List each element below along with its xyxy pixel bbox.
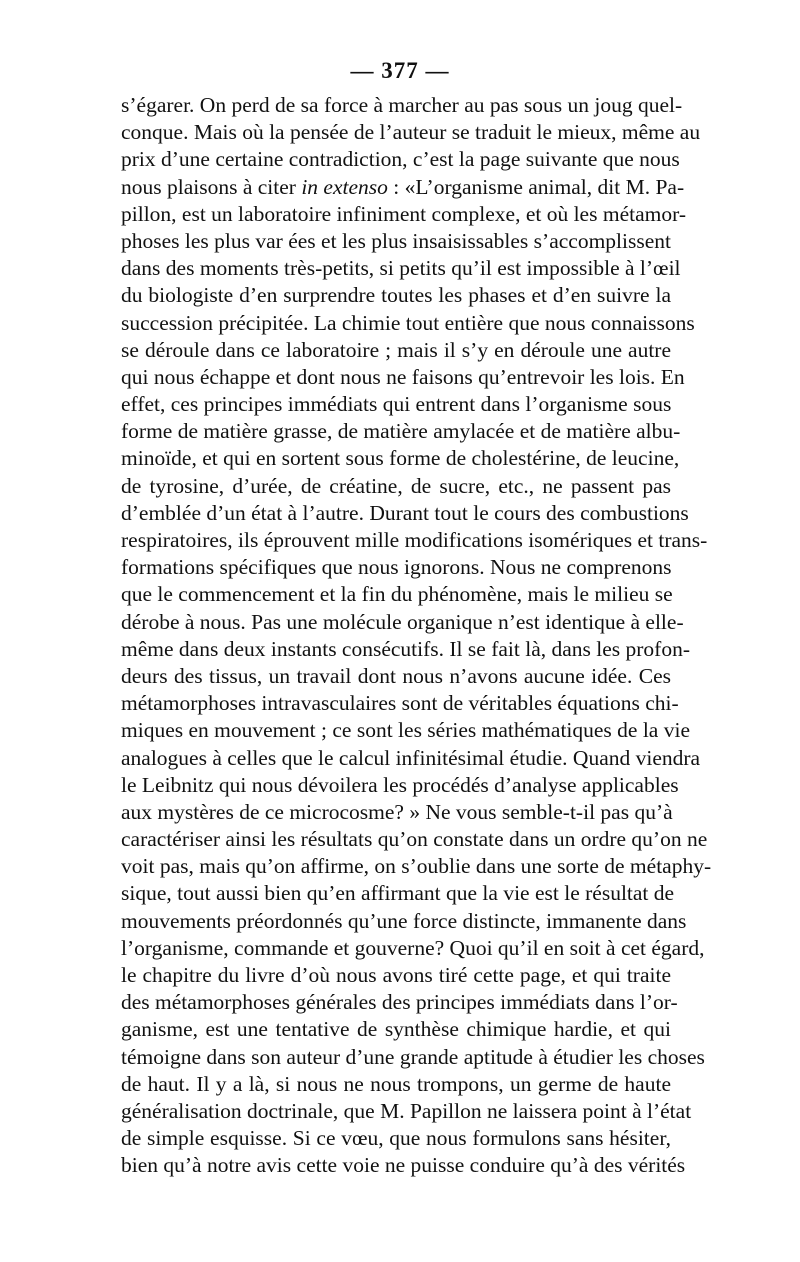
text-line: mouvements préordonnés qu’une force distincte, immanente dans — [121, 908, 687, 933]
text-line: voit pas, mais qu’on affirme, on s’oublie dans une sorte de métaphy- — [121, 854, 712, 879]
text-line: que le commencement et la fin du phénomène, mais le milieu se — [121, 582, 673, 607]
text-line: analogues à celles que le calcul infinitésimal étudie. Quand viendra — [121, 745, 701, 770]
text-line: le Leibnitz qui nous dévoilera les procédés d’analyse applicables — [121, 772, 679, 797]
text-line: même dans deux instants consécutifs. Il se fait là, dans les profon- — [121, 636, 691, 661]
text-line: de tyrosine, d’urée, de créatine, de sucre, etc., ne passent pas — [121, 473, 671, 498]
text-line: généralisation doctrinale, que M. Papillon ne laissera point à l’état — [121, 1098, 692, 1123]
text-line: bien qu’à notre avis cette voie ne puisse conduire qu’à des vérités — [121, 1153, 686, 1178]
text-line: dérobe à nous. Pas une molécule organique n’est identique à elle- — [121, 609, 684, 634]
text-line: conque. Mais où la pensée de l’auteur se traduit le mieux, même au — [121, 120, 701, 145]
text-line: d’emblée d’un état à l’autre. Durant tout le cours des combustions — [121, 500, 689, 525]
italic-phrase: in extenso — [301, 174, 388, 199]
text-line: du biologiste d’en surprendre toutes les phases et d’en suivre la — [121, 283, 671, 308]
text-line: phoses les plus var ées et les plus insaisissables s’accomplissent — [121, 228, 671, 253]
text-line: nous plaisons à citer in extenso : «L’organisme animal, dit M. Pa- — [121, 174, 685, 199]
text-line: miques en mouvement ; ce sont les séries mathématiques de la vie — [121, 718, 690, 743]
text-line: qui nous échappe et dont nous ne faisons qu’entrevoir les lois. En — [121, 364, 685, 389]
text-line: minoïde, et qui en sortent sous forme de cholestérine, de leucine, — [121, 446, 680, 471]
text-line: le chapitre du livre d’où nous avons tiré cette page, et qui traite — [121, 963, 671, 987]
text-line: aux mystères de ce microcosme? » Ne vous semble-t-il pas qu’à — [121, 799, 673, 824]
text-line: sique, tout aussi bien qu’en affirmant que la vie est le résultat de — [121, 881, 675, 906]
text-line: des métamorphoses générales des principes immédiats dans l’or- — [121, 990, 678, 1015]
text-line: respiratoires, ils éprouvent mille modifications isomériques et trans- — [121, 528, 708, 552]
text-line: dans des moments très-petits, si petits qu’il est impossible à l’œil — [121, 256, 681, 281]
text-line: deurs des tissus, un travail dont nous n’avons aucune idée. Ces — [121, 663, 671, 688]
text-line: pillon, est un laboratoire infiniment complexe, et où les métamor- — [121, 201, 686, 226]
text-line: forme de matière grasse, de matière amylacée et de matière albu- — [121, 419, 681, 444]
text-line: s’égarer. On perd de sa force à marcher au pas sous un joug quel- — [121, 93, 683, 117]
text-line: se déroule dans ce laboratoire ; mais il s’y en déroule une autre — [121, 337, 671, 362]
text-line: l’organisme, commande et gouverne? Quoi qu’il en soit à cet égard, — [121, 935, 705, 960]
page-number: — 377 — — [350, 58, 450, 83]
text-line: métamorphoses intravasculaires sont de véritables équations chi- — [121, 691, 679, 716]
text-line: effet, ces principes immédiats qui entrent dans l’organisme sous — [121, 392, 672, 417]
text-line: de haut. Il y a là, si nous ne nous trompons, un germe de haute — [121, 1071, 671, 1096]
text-line: succession précipitée. La chimie tout entière que nous connaissons — [121, 310, 695, 335]
text-line: témoigne dans son auteur d’une grande aptitude à étudier les choses — [121, 1044, 705, 1069]
text-line: prix d’une certaine contradiction, c’est la page suivante que nous — [121, 147, 680, 172]
text-line: caractériser ainsi les résultats qu’on constate dans un ordre qu’on ne — [121, 827, 708, 852]
text-line: formations spécifiques que nous ignorons. Nous ne comprenons — [121, 555, 672, 580]
text-line: de simple esquisse. Si ce vœu, que nous formulons sans hésiter, — [121, 1126, 671, 1151]
body-text — [121, 92, 712, 1180]
text-line: ganisme, est une tentative de synthèse chimique hardie, et qui — [121, 1017, 671, 1042]
